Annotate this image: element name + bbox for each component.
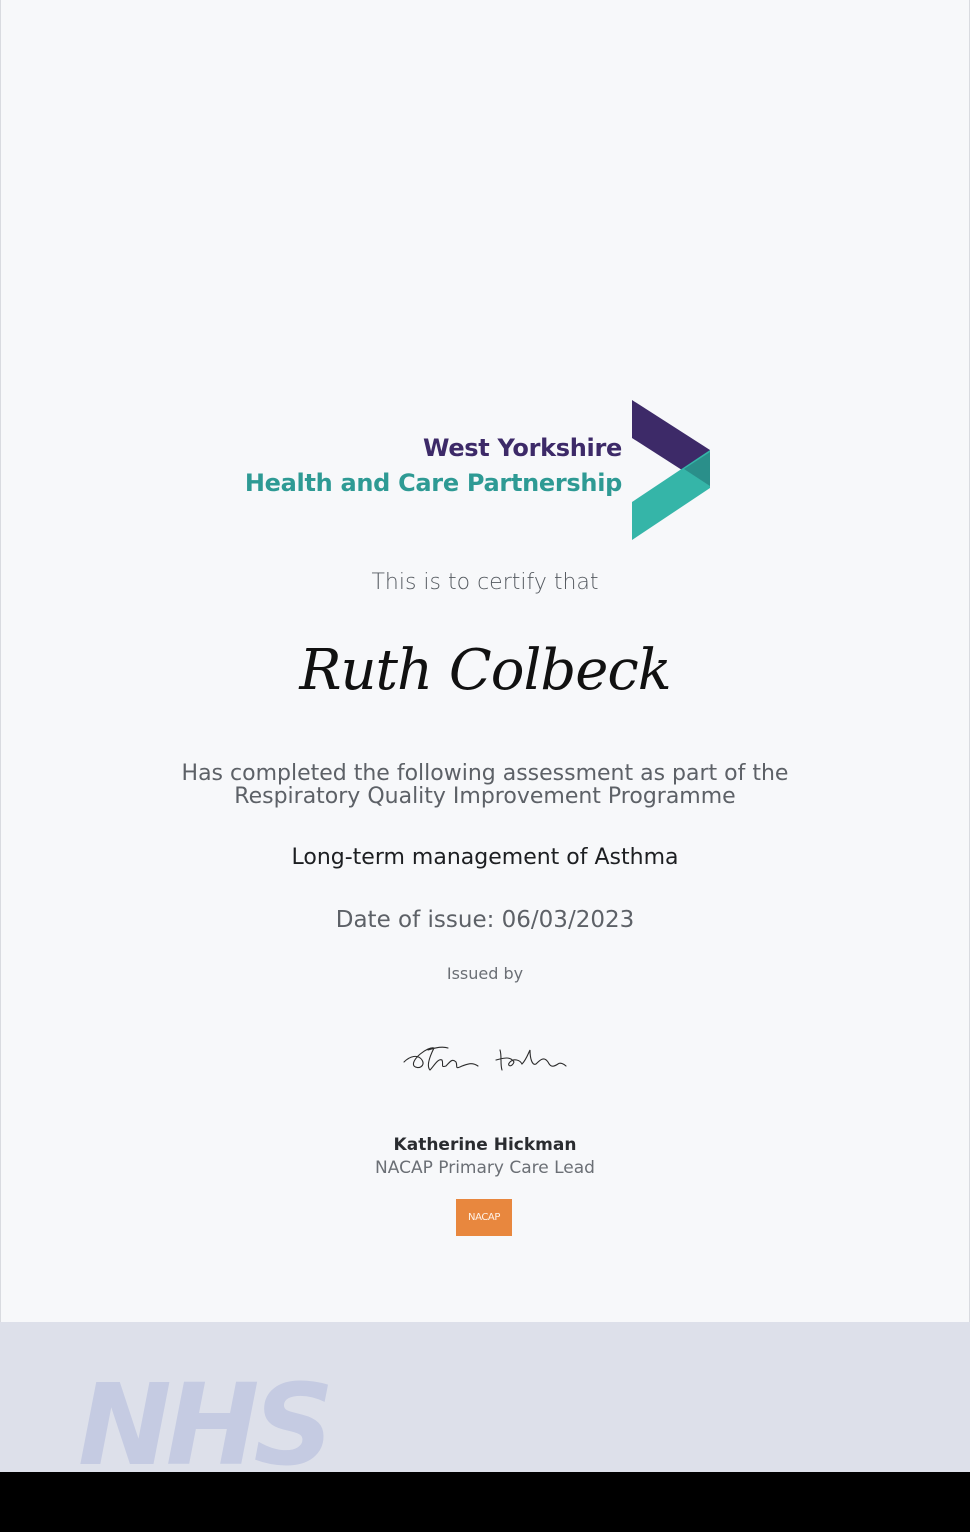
issued-by-label: Issued by [446, 964, 524, 983]
wyhcp-logo [244, 398, 716, 543]
nhs-watermark-logo: NHS [78, 1361, 329, 1472]
course-title: Long-term management of Asthma [291, 845, 679, 870]
signature-icon [400, 1036, 570, 1080]
signatory-role: NACAP Primary Care Lead [375, 1158, 595, 1178]
certify-intro: This is to certify that [371, 570, 599, 595]
date-of-issue: Date of issue: 06/03/2023 [335, 907, 635, 933]
completion-statement-line2: Respiratory Quality Improvement Programme [234, 784, 736, 809]
chevron-logo-icon [632, 400, 712, 540]
logo-line-west-yorkshire: West Yorkshire [423, 434, 622, 462]
signatory-name: Katherine Hickman [393, 1135, 577, 1155]
recipient-name: Ruth Colbeck [299, 638, 671, 703]
logo-line-partnership: Health and Care Partnership [244, 469, 622, 497]
completion-statement [0, 762, 970, 808]
completion-statement-line1: Has completed the following assessment as part of the [181, 761, 789, 786]
nacap-badge: NACAP [456, 1199, 512, 1236]
